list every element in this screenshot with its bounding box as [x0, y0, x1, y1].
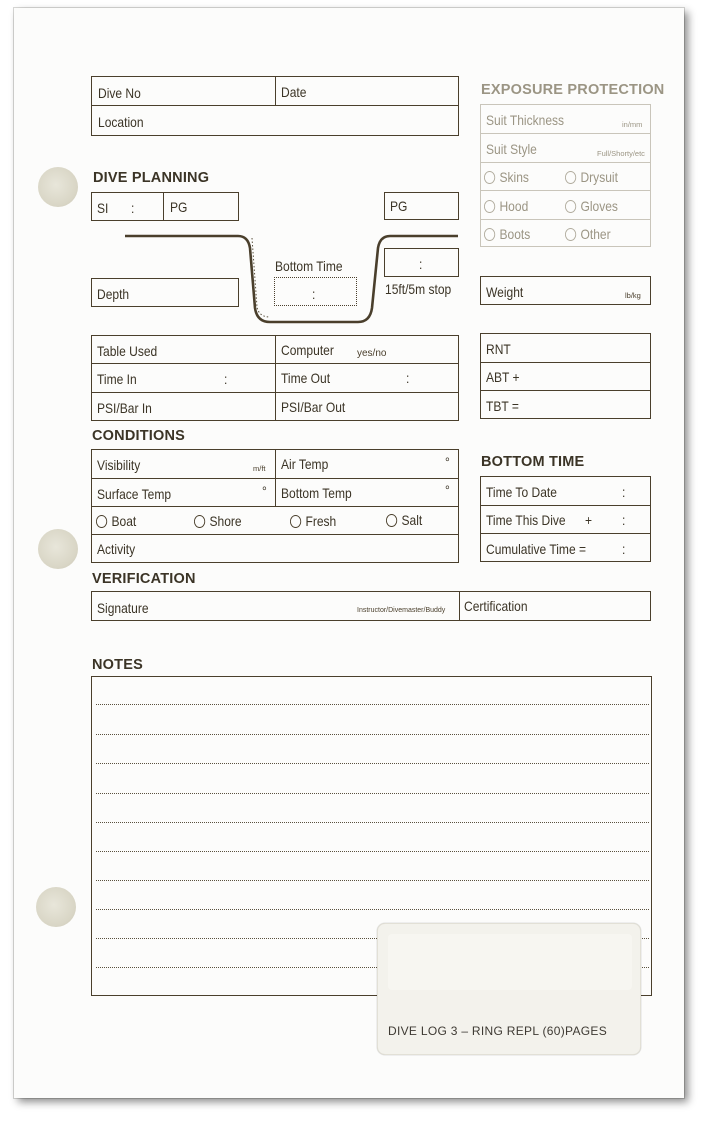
stop-time-colon: :: [419, 256, 423, 272]
depth-label: Depth: [97, 286, 130, 302]
ring-hole-bottom: [36, 887, 76, 927]
surface-temp-label: Surface Temp: [97, 486, 172, 502]
ring-hole-middle: [38, 529, 78, 569]
notes-line: [96, 704, 649, 705]
ring-hole-top: [38, 167, 78, 207]
si-pg-box: [91, 192, 239, 221]
notes-heading: NOTES: [92, 657, 143, 673]
radio-circle-icon: [386, 514, 397, 527]
visibility-unit: m/ft: [253, 464, 266, 473]
si-label: SI: [97, 200, 109, 216]
radio-circle-icon: [290, 515, 301, 528]
signature-roles: Instructor/Divemaster/Buddy: [357, 607, 446, 614]
radio-circle-icon: [484, 228, 495, 241]
option-gloves[interactable]: Gloves: [565, 199, 618, 213]
computer-option: yes/no: [357, 348, 387, 359]
suit-style-options: Full/Shorty/etc: [597, 149, 645, 158]
date-label: Date: [281, 84, 307, 100]
radio-circle-icon: [484, 200, 495, 213]
option-fresh[interactable]: Fresh: [290, 514, 336, 528]
signature-label: Signature: [97, 600, 149, 616]
verification-box: [91, 591, 651, 621]
notes-line: [96, 793, 649, 794]
time-to-date-label: Time To Date: [486, 484, 557, 500]
radio-circle-icon: [484, 171, 495, 184]
time-to-date-colon: :: [622, 484, 626, 500]
activity-label: Activity: [97, 541, 136, 557]
surface-temp-degree: °: [262, 483, 267, 499]
bottom-temp-degree: °: [445, 482, 450, 498]
weight-unit: lb/kg: [625, 291, 641, 300]
time-out-colon: :: [406, 370, 410, 386]
air-temp-label: Air Temp: [281, 456, 329, 472]
air-temp-degree: °: [445, 454, 450, 470]
pg-start-label: PG: [170, 199, 188, 215]
bottom-time-input[interactable]: [274, 277, 357, 306]
option-boat[interactable]: Boat: [96, 514, 136, 528]
time-this-dive-label: Time This Dive: [486, 512, 566, 528]
option-boots[interactable]: Boots: [484, 227, 530, 241]
weight-label: Weight: [486, 284, 524, 300]
bottom-time-heading: BOTTOM TIME: [481, 454, 585, 470]
product-label-text: DIVE LOG 3 – RING REPL (60)PAGES: [388, 1024, 608, 1038]
safety-stop-label: 15ft/5m stop: [385, 281, 452, 297]
notes-line: [96, 734, 649, 735]
notes-line: [96, 822, 649, 823]
radio-circle-icon: [194, 515, 205, 528]
time-out-label: Time Out: [281, 370, 331, 386]
product-label-sticker: [377, 923, 641, 1055]
time-in-label: Time In: [97, 371, 137, 387]
radio-circle-icon: [565, 200, 576, 213]
location-label: Location: [98, 114, 144, 130]
abt-label: ABT +: [486, 369, 520, 385]
bottom-time-label: Bottom Time: [275, 258, 343, 274]
visibility-label: Visibility: [97, 457, 141, 473]
verification-heading: VERIFICATION: [92, 571, 196, 587]
bottom-temp-label: Bottom Temp: [281, 485, 352, 501]
si-colon: :: [131, 200, 135, 216]
exposure-heading: EXPOSURE PROTECTION: [481, 82, 665, 98]
certification-label: Certification: [464, 598, 528, 614]
suit-thickness-label: Suit Thickness: [486, 112, 565, 128]
psi-out-label: PSI/Bar Out: [281, 399, 346, 415]
psi-in-label: PSI/Bar In: [97, 400, 152, 416]
notes-line: [96, 851, 649, 852]
cumulative-time-colon: :: [622, 541, 626, 557]
cumulative-time-label: Cumulative Time =: [486, 541, 587, 557]
notes-line: [96, 880, 649, 881]
table-used-label: Table Used: [97, 343, 158, 359]
suit-thickness-unit: in/mm: [622, 120, 643, 129]
option-other[interactable]: Other: [565, 227, 611, 241]
dive-planning-heading: DIVE PLANNING: [93, 170, 210, 186]
option-skins[interactable]: Skins: [484, 170, 529, 184]
time-this-dive-plus: +: [585, 512, 593, 528]
radio-circle-icon: [96, 515, 107, 528]
notes-line: [96, 909, 649, 910]
option-salt[interactable]: Salt: [386, 513, 422, 527]
bottom-time-colon: :: [312, 286, 316, 302]
rnt-label: RNT: [486, 341, 511, 357]
option-drysuit[interactable]: Drysuit: [565, 170, 618, 184]
conditions-heading: CONDITIONS: [92, 428, 186, 444]
option-shore[interactable]: Shore: [194, 514, 242, 528]
option-hood[interactable]: Hood: [484, 199, 528, 213]
computer-label: Computer: [281, 342, 334, 358]
pg-end-label: PG: [390, 198, 408, 214]
dive-no-label: Dive No: [98, 85, 141, 101]
radio-circle-icon: [565, 171, 576, 184]
tbt-label: TBT =: [486, 398, 519, 414]
notes-line: [96, 763, 649, 764]
radio-circle-icon: [565, 228, 576, 241]
time-this-dive-colon: :: [622, 512, 626, 528]
suit-style-label: Suit Style: [486, 141, 537, 157]
time-in-colon: :: [224, 371, 228, 387]
